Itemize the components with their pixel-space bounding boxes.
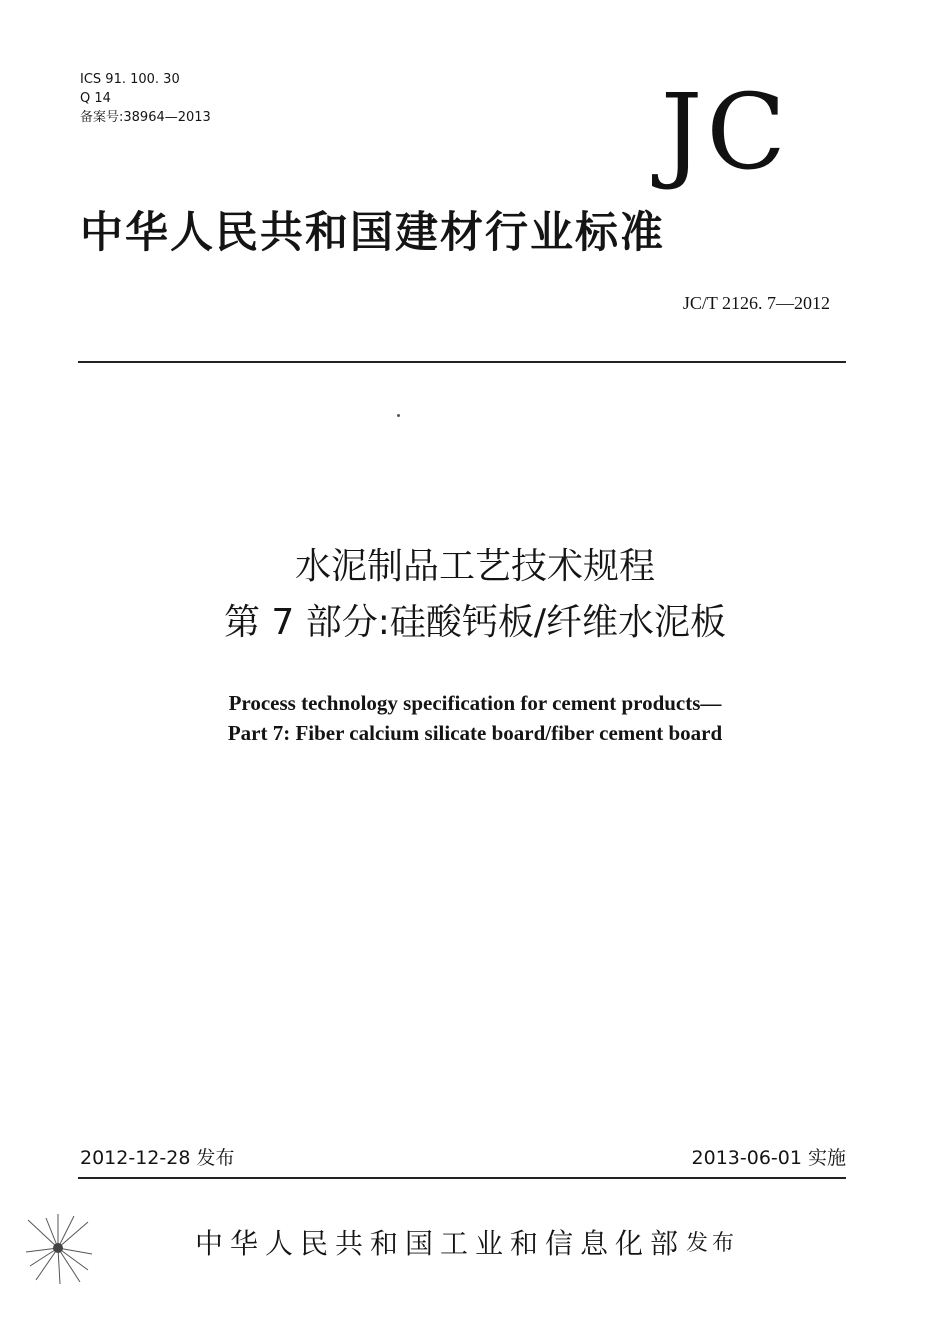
ics-code: ICS 91. 100. 30 [80,72,180,87]
title-cn-line1: 水泥制品工艺技术规程 [294,546,655,587]
issuing-ministry: 中华人民共和国工业和信息化部 [195,1227,686,1260]
footer-divider [78,1177,846,1179]
meta-block [80,70,211,127]
speck [397,414,400,417]
header-divider [78,361,846,363]
ccs-code: Q 14 [80,91,111,106]
jc-logo: JC [660,71,790,193]
issue-date: 2012-12-28 发布 [80,1147,235,1169]
seal-stamp-icon [18,1208,98,1288]
filing-number: 备案号:38964—2013 [80,110,211,125]
publish-label: 发布 [686,1231,739,1256]
title-en-line1: Process technology specification for cement products— [228,691,722,715]
standard-number: JC/T 2126. 7—2012 [682,293,830,313]
title-en-line2: Part 7: Fiber calcium silicate board/fiber cement board [227,721,723,745]
industry-standard-title: 中华人民共和国建材行业标准 [80,208,665,258]
implementation-date: 2013-06-01 实施 [691,1147,846,1169]
title-cn-line2: 第 7 部分:硅酸钙板/纤维水泥板 [223,602,727,643]
